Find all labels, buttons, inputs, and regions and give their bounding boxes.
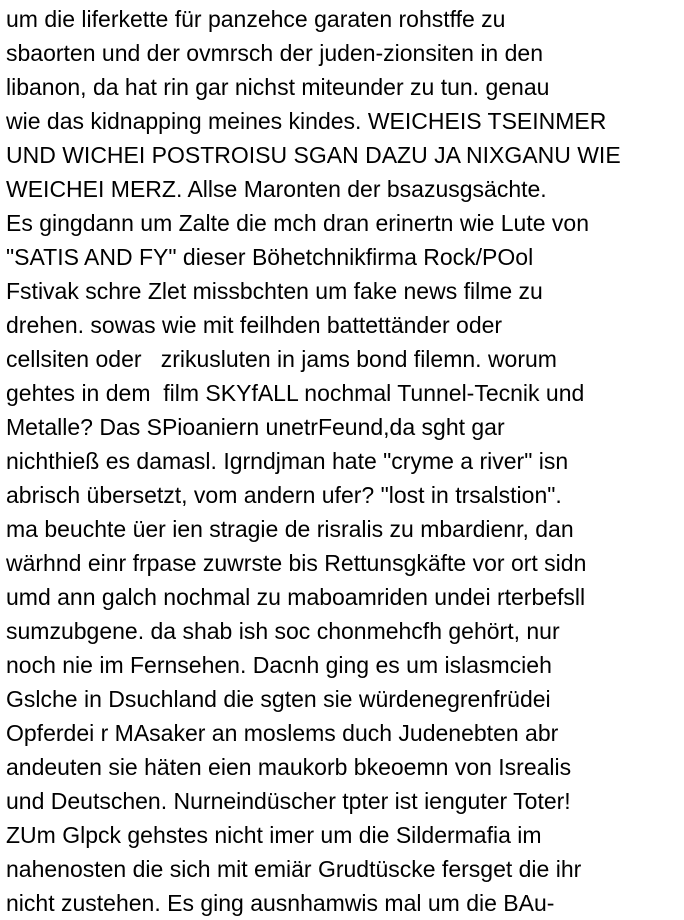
text-line: und Deutschen. Nurneindüscher tpter ist ienguter Toter! [6, 788, 571, 814]
text-line: UND WICHEI POSTROISU SGAN DAZU JA NIXGANU WIE [6, 142, 621, 168]
text-line: ZUm Glpck gehstes nicht imer um die Sildermafia im [6, 822, 542, 848]
text-line: umd ann galch nochmal zu maboamriden undei rterbefsll [6, 584, 586, 610]
text-line: nahenosten die sich mit emiär Grudtüscke fersget die ihr [6, 856, 582, 882]
text-line: nicht zustehen. Es ging ausnhamwis mal um die BAu- [6, 890, 555, 916]
text-line: um die liferkette für panzehce garaten rohstffe zu [6, 6, 506, 32]
text-line: andeuten sie häten eien maukorb bkeoemn von Isrealis [6, 754, 572, 780]
text-line: abrisch übersetzt, vom andern ufer? "lost in trsalstion". [6, 482, 562, 508]
text-line: cellsiten oder zrikusluten in jams bond filemn. worum [6, 346, 557, 372]
text-line: libanon, da hat rin gar nichst miteunder zu tun. genau [6, 74, 550, 100]
text-line: noch nie im Fernsehen. Dacnh ging es um islasmcieh [6, 652, 552, 678]
text-line: sbaorten und der ovmrsch der juden-zionsiten in den [6, 40, 543, 66]
text-line: Fstivak schre Zlet missbchten um fake news filme zu [6, 278, 543, 304]
text-line: sumzubgene. da shab ish soc chonmehcfh gehört, nur [6, 618, 560, 644]
text-line: Gslche in Dsuchland die sgten sie würdenegrenfrüdei [6, 686, 551, 712]
text-line: Es gingdann um Zalte die mch dran erinertn wie Lute von [6, 210, 589, 236]
text-line: nichthieß es damasl. Igrndjman hate "cryme a river" isn [6, 448, 569, 474]
document-text [6, 2, 684, 920]
text-line: ma beuchte üer ien stragie de risralis zu mbardienr, dan [6, 516, 574, 542]
text-line: wärhnd einr frpase zuwrste bis Rettunsgkäfte vor ort sidn [6, 550, 587, 576]
text-line: WEICHEI MERZ. Allse Maronten der bsazusgsächte. [6, 176, 547, 202]
text-line: "SATIS AND FY" dieser Böhetchnikfirma Rock/POol [6, 244, 534, 270]
text-line: drehen. sowas wie mit feilhden battettänder oder [6, 312, 503, 338]
text-line: Opferdei r MAsaker an moslems duch Judenebten abr [6, 720, 559, 746]
text-line: gehtes in dem film SKYfALL nochmal Tunnel-Tecnik und [6, 380, 585, 406]
text-line: wie das kidnapping meines kindes. WEICHEIS TSEINMER [6, 108, 607, 134]
text-line: Metalle? Das SPioaniern unetrFeund,da sght gar [6, 414, 505, 440]
